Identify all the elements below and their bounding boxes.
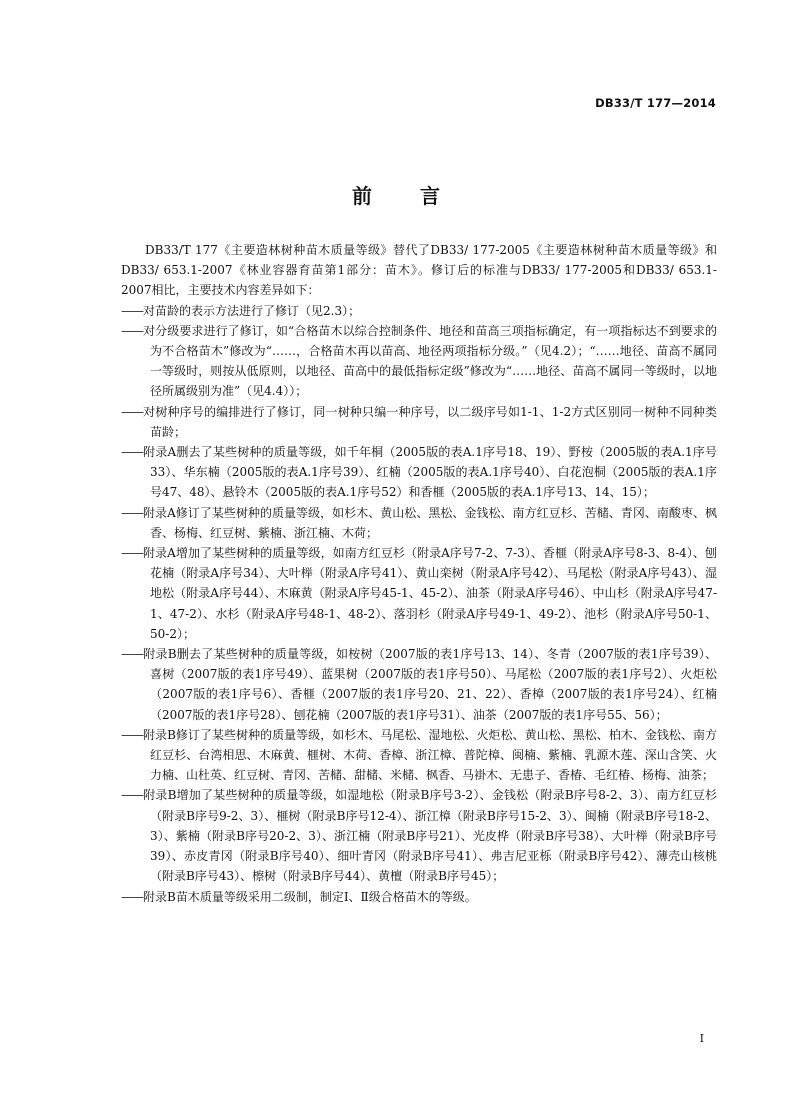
page-title: 前言	[352, 184, 488, 208]
list-item-text: 对树种序号的编排进行了修订，同一树种只编一种序号，以二级序号如1-1、1-2方式区别同一树种不同种类苗龄；	[143, 404, 717, 439]
list-item-text: 对苗龄的表示方法进行了修订（见2.3）；	[143, 303, 361, 318]
dash-marker: ——	[121, 303, 143, 318]
list-item-text: 附录B删去了某些树种的质量等级，如桉树（2007版的表1序号13、14）、冬青（2007版的表1序号39）、喜树（2007版的表1序号49）、蓝果树（2007版的表1序号50）、马尾松（2007版的表1序号2）、火炬松（2007版的表1序号6）、香榧（2007版的表1序号20、21、22）、香樟（2007版的表1序号24）、红楠（2007版的表1序号28）、刨花楠（2007版的表1序号31）、油茶（2007版的表1序号55、56）；	[143, 647, 717, 722]
list-item	[121, 887, 717, 907]
dash-marker: ——	[121, 323, 143, 338]
dash-marker: ——	[121, 505, 143, 520]
dash-marker: ——	[121, 727, 143, 742]
dash-marker: ——	[121, 546, 143, 561]
list-item	[121, 321, 717, 402]
list-item-text: 附录A修订了某些树种的质量等级，如杉木、黄山松、黑松、金钱松、南方红豆杉、苦槠、青冈、南酸枣、枫香、杨梅、红豆树、紫楠、浙江楠、木荷；	[143, 505, 717, 540]
list-item	[121, 543, 717, 644]
list-item-text: 对分级要求进行了修订，如“合格苗木以综合控制条件、地径和苗高三项指标确定，有一项指标达不到要求的为不合格苗木”修改为“……，合格苗木再以苗高、地径两项指标分级。”（见4.2）；“……地径、苗高不属同一等级时，则按从低原则，以地径、苗高中的最低指标定级”修改为“……地径、苗高不属同一等级时，以地径所属级别为准”（见4.4））；	[143, 323, 717, 399]
list-item-text: 附录A增加了某些树种的质量等级，如南方红豆杉（附录A序号7-2、7-3）、香榧（附录A序号8-3、8-4）、刨花楠（附录A序号34）、大叶榉（附录A序号41）、黄山栾树（附录A序号42）、马尾松（附录A序号43）、湿地松（附录A序号44）、木麻黄（附录A序号45-1、45-2）、油茶（附录A序号46）、中山杉（附录A序号47-1、47-2）、水杉（附录A序号48-1、48-2）、落羽杉（附录A序号49-1、49-2）、池杉（附录A序号50-1、50-2）；	[143, 546, 717, 641]
list-item	[121, 402, 717, 442]
standard-code: DB33/T 177—2014	[595, 96, 716, 110]
dash-marker: ——	[121, 889, 143, 904]
dash-marker: ——	[121, 445, 143, 460]
foreword-body	[121, 240, 717, 907]
list-item	[121, 785, 717, 886]
dash-marker: ——	[121, 788, 143, 803]
page-number: I	[699, 1032, 704, 1045]
dash-marker: ——	[121, 647, 143, 662]
list-item	[121, 442, 717, 503]
list-item	[121, 644, 717, 725]
dash-marker: ——	[121, 404, 143, 419]
list-item-text: 附录B增加了某些树种的质量等级，如湿地松（附录B序号3-2）、金钱松（附录B序号8-2、3）、南方红豆杉（附录B序号9-2、3）、榧树（附录B序号12-4）、浙江樟（附录B序号15-2、3）、闽楠（附录B序号18-2、3）、紫楠（附录B序号20-2、3）、浙江楠（附录B序号21）、光皮桦（附录B序号38）、大叶榉（附录B序号39）、赤皮青冈（附录B序号40）、细叶青冈（附录B序号41）、弗吉尼亚栎（附录B序号42）、薄壳山核桃（附录B序号43）、檫树（附录B序号44）、黄檀（附录B序号45）；	[143, 788, 717, 884]
list-item-text: 附录A删去了某些树种的质量等级，如千年桐（2005版的表A.1序号18、19）、野桉（2005版的表A.1序号33）、华东楠（2005版的表A.1序号39）、红楠（2005版的表A.1序号40）、白花泡桐（2005版的表A.1序号47、48）、悬铃木（2005版的表A.1序号52）和香榧（2005版的表A.1序号13、14、15）；	[143, 445, 717, 500]
list-item	[121, 301, 717, 321]
list-item	[121, 725, 717, 786]
list-item-text: 附录B苗木质量等级采用二级制，制定Ⅰ、Ⅱ级合格苗木的等级。	[143, 889, 477, 904]
list-item-text: 附录B修订了某些树种的质量等级，如杉木、马尾松、湿地松、火炬松、黄山松、黑松、柏木、金钱松、南方红豆杉、台湾相思、木麻黄、榧树、木荷、香樟、浙江樟、普陀樟、闽楠、紫楠、乳源木莲、深山含笑、火力楠、山杜英、红豆树、青冈、苦槠、甜槠、米槠、枫香、马褂木、无患子、香椿、毛红椿、杨梅、油茶；	[143, 727, 717, 783]
intro-paragraph: DB33/T 177《主要造林树种苗木质量等级》替代了DB33/ 177-2005《主要造林树种苗木质量等级》和DB33/ 653.1-2007《林业容器育苗第1部分：苗木》。修订后的标准与DB33/ 177-2005和DB33/ 653.1-2007相比，主要技术内容差异如下：	[121, 243, 717, 298]
list-item	[121, 503, 717, 543]
